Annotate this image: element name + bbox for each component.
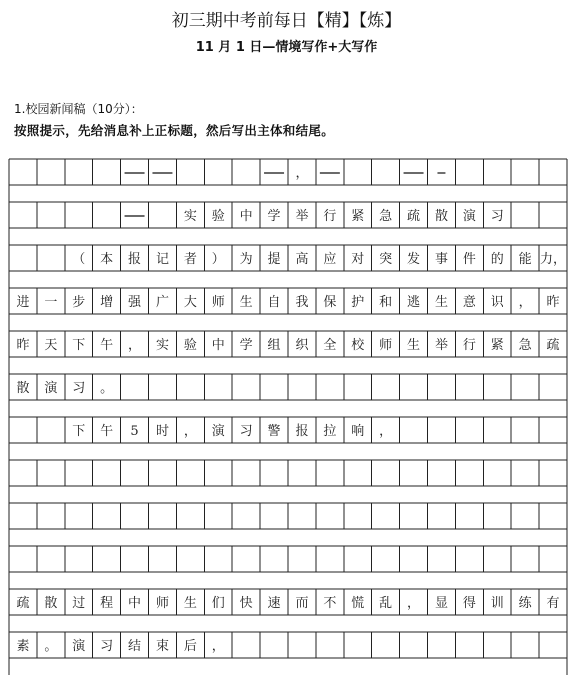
grid-cell-char: ） [211,252,225,267]
grid-cell-char: 学 [267,209,281,224]
grid-cell-char: 后 [183,639,197,654]
grid-cell-char: 训 [490,596,504,611]
grid-cell-char: 发 [407,252,421,267]
grid-cell-char: 中 [239,209,253,224]
grid-cell-char: 习 [490,209,504,224]
grid-cell-char: 本 [100,252,114,267]
grid-cell-char: 能 [518,252,532,267]
grid-cell-char: 拉 [323,424,337,439]
grid-cell-char: 实 [155,338,169,353]
grid-cell-char: 紧 [351,209,365,224]
grid-cell-char: 生 [434,295,448,310]
grid-cell-char: 应 [323,252,337,267]
grid-cell-char: 散 [434,209,448,224]
grid-cell-char: 午 [100,338,114,353]
question-instruction: 按照提示，先给消息补上正标题，然后写出主体和结尾。 [14,123,335,138]
grid-cell-char: 件 [462,252,476,267]
grid-cell-char: ， [518,295,532,310]
grid-cell-char: 们 [211,596,225,611]
grid-cell-char: 学 [239,338,253,353]
grid-cell-char: 生 [183,596,197,611]
grid-cell-char: 织 [295,338,309,353]
question-heading: 1.校园新闻稿（10分）： [14,102,143,116]
grid-cell-char: 我 [295,295,309,310]
grid-cell-char: 练 [518,596,532,611]
grid-cell-char: 的 [490,252,504,267]
grid-cell-char: 快 [239,596,253,611]
grid-cell-char: 护 [351,295,365,310]
grid-cell-char: 验 [183,338,197,353]
grid-cell-char: 验 [211,209,225,224]
grid-cell-char: 行 [323,209,337,224]
grid-cell-char: 步 [72,295,86,310]
grid-cell-char: 大 [183,295,197,310]
grid-cell-char: 生 [239,295,253,310]
grid-cell-char: 过 [72,596,86,611]
grid-cell-char: 演 [462,209,476,224]
grid-cell-char: 意 [462,295,476,310]
grid-cell-char: 者 [183,252,197,267]
grid-cell-char: 急 [518,338,532,353]
grid-cell-char: 报 [128,252,142,267]
grid-cell-char: （ [72,252,86,267]
grid-cell-char: 进 [16,295,30,310]
grid-cell-char: ， [407,596,421,611]
grid-cell-char: 昨 [16,338,30,353]
grid-cell-char: 不 [323,596,337,611]
grid-cell-char: 疏 [407,209,421,224]
grid-cell-char: 校 [351,338,365,353]
grid-cell-char: 素 [16,639,30,654]
page-title: 初三期中考前每日【精】【炼】 [171,11,402,31]
grid-cell-char: 演 [44,381,58,396]
grid-cell-char: 昨 [546,295,560,310]
grid-cell-char: 疏 [546,338,560,353]
grid-cell-char: 习 [239,424,253,439]
grid-cell-char: 慌 [351,596,365,611]
grid-cell-char: 对 [351,252,365,267]
grid-cell-char: 师 [155,596,169,611]
grid-cell-char: ， [211,639,225,654]
grid-cell-char: 速 [267,596,281,611]
grid-cell-char: 报 [295,424,309,439]
grid-cell-char: 时 [155,424,169,439]
grid-cell-char: ， [295,166,309,181]
grid-cell-char: 警 [267,424,281,439]
grid-cell-char: 识 [490,295,504,310]
grid-cell-char: 逃 [407,295,421,310]
grid-cell-char: 散 [44,596,58,611]
grid-cell-char: 一 [44,295,58,310]
grid-cell-char: 全 [323,338,337,353]
grid-cell-char: 结 [128,639,142,654]
grid-cell-char: 下 [72,424,86,439]
grid-cell-char: 演 [211,424,225,439]
grid-cell-char: 显 [434,596,448,611]
grid-cell-char: 中 [128,596,142,611]
grid-cell-char: 和 [379,295,393,310]
grid-cell-char: ， [183,424,197,439]
grid-cell-char: 师 [379,338,393,353]
grid-cell-char: 而 [295,596,309,611]
grid-cell-char: 5 [130,424,139,439]
grid-cell-char: 事 [434,252,448,267]
grid-cell-char: 疏 [16,596,30,611]
grid-cell-char: 自 [267,295,281,310]
grid-cell-char: 举 [295,209,309,224]
grid-cell-char: 提 [267,252,281,267]
grid-cell-char: 为 [239,252,253,267]
grid-cell-char: 实 [183,209,197,224]
grid-cell-char: ， [128,338,142,353]
grid-cell-char: 下 [72,338,86,353]
grid-cell-char: 急 [379,209,393,224]
grid-cell-char: 力， [540,252,567,267]
grid-cell-char: 。 [100,381,114,396]
grid-cell-char: 突 [379,252,393,267]
grid-cell-char: 习 [72,381,86,396]
grid-cell-char: 。 [44,639,58,654]
grid-cell-char: 保 [323,295,337,310]
grid-cell-char: 天 [44,338,58,353]
grid-cell-char: 高 [295,252,309,267]
grid-cell-char: 增 [100,295,114,310]
grid-cell-char: 束 [155,639,169,654]
page-subtitle: 11 月 1 日—情境写作+大写作 [195,40,378,55]
grid-cell-char: 组 [267,338,281,353]
grid-cell-char: 师 [211,295,225,310]
grid-cell-char: 行 [462,338,476,353]
grid-cell-char: 程 [100,596,114,611]
grid-cell-char: 记 [155,252,169,267]
grid-cell-char: 得 [462,596,476,611]
grid-cell-char: 响 [351,424,365,439]
grid-cell-char: 乱 [379,596,393,611]
grid-cell-char: 强 [128,295,142,310]
grid-cell-char: 午 [100,424,114,439]
grid-cell-char: 举 [434,338,448,353]
grid-cell-char: 广 [155,295,169,310]
grid-cell-char: 中 [211,338,225,353]
grid-cell-char: ， [379,424,393,439]
grid-cell-char: 演 [72,639,86,654]
grid-cell-char: 紧 [490,338,504,353]
grid-cell-char: 习 [100,639,114,654]
grid-cell-char: 有 [546,596,560,611]
grid-cell-char: 生 [407,338,421,353]
grid-cell-char: 散 [16,381,30,396]
